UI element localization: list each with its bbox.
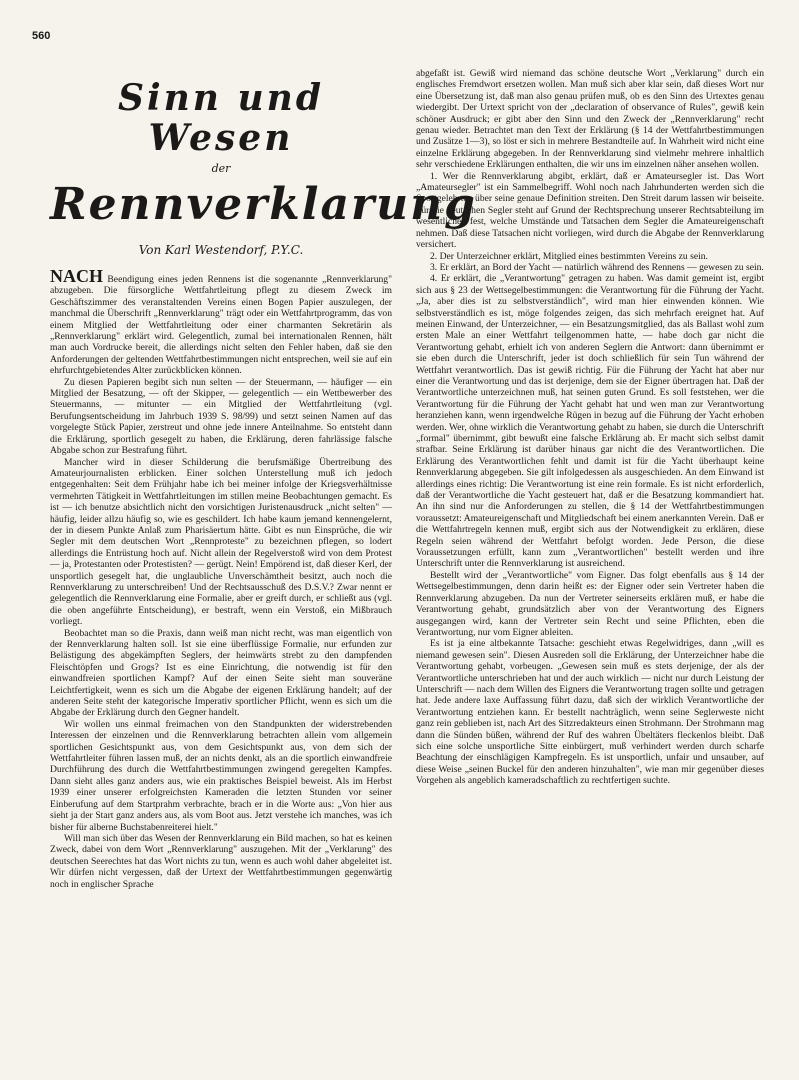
left-column xyxy=(50,77,477,890)
article-byline: Von Karl Westendorf, P.Y.C. xyxy=(138,243,304,257)
numbered-paragraph: 2. Der Unterzeichner erklärt, Mitglied eines bestimmten Vereins zu sein. xyxy=(430,250,708,262)
numbered-paragraph: 1. Wer die Rennverklarung abgibt, erklärt, daß er Amateursegler ist. Das Wort „Amateursegler" ist ein Sammelbegriff. Wohl noch nach Jahrhunderten werden sich die Sportgelehrten über seine genaue Definition streiten. Den Streit darum lassen wir beiseite. Für die deutschen Segler steht auf Grund der Rechtsprechung unserer Rechtsabteilung im wesentlichen fest, welche Umstände und Tatsachen dem Segler die Amateureigenschaft nehmen. Daß diese Tatsachen nicht vorliegen, wird durch die Abgabe der Rennverklarung versichert. xyxy=(416,170,764,251)
page-number: 560 xyxy=(32,30,51,42)
numbered-paragraph: 4. Er erklärt, die „Verantwortung" getragen zu haben. Was damit gemeint ist, ergibt sich aus § 23 der Wettsegelbestimmungen: die Verantwortung für die Führung der Yacht. „Ja, aber dies ist zu selbstverständlich", wird man hier einwenden können. Wie selbstverständlich es ist, möge folgendes zeigen, das sich mehrfach ereignet hat. Auf meinen Einwand, der Unterzeichner, — ein Besatzungsmitglied, das als Ballast wohl zum ersten Male an einer Wettfahrt teilgenommen hatte, — habe doch gar nicht die Verantwortung gehabt, erhielt ich von anderen Seglern die Antwort: dann übernimmt er sie eben durch die Unterschrift, jeder ist doch schließlich für sein Tun während der Wettfahrt verantwortlich. Das ist gewiß richtig. Für die Führung der Yacht hat aber nur einer die Verantwortung und das ist derjenige, dem sie der Eigner übertragen hat. Daß der Verantwortliche unterzeichnen muß, hat seinen guten Grund. Es soll feststehen, wer die Verantwortung für die Führung der Yacht gehabt hat und wen man zur Verantwortung heranziehen kann, wenn irgendwelche Rügen in bezug auf die Führung der Yacht erhoben werden. Wer, ohne wirklich die Verantwortung gehabt zu haben, sie durch die Unterschrift „formal" übernimmt, gibt bewußt eine falsche Erklärung ab. Er macht sich selbst damit strafbar. Seine Erklärung ist darüber hinaus gar nicht die des Verantwortlichen. Die Erklärung des Verantwortlichen fehlt und damit ist für die Yacht überhaupt keine Rennverklarung abgegeben. Sie gilt infolgedessen als ausgeschieden. An dem Einwand ist allerdings eines richtig: Die Verantwortung ist eine rein formale. Es ist nicht erforderlich, daß der Verantwortliche die Yacht gesteuert hat, daß er die Besatzung kommandiert hat. An ihn sind nur die Anforderungen zu stellen, die § 14 der Wettfahrtbestimmungen voraussetzt: Amateureigenschaft und Mitgliedschaft bei einem anerkannten Verein. Daß er die Wettfahrtregeln kennen muß, ergibt sich aus der Notwendigkeit zu erklären, diese Regeln seien während der Wettfahrt befolgt worden. Jede Person, die diese Voraussetzungen erfüllt, kann zum „Verantwortlichen" bestellt werden und ihre Unterschrift unter die Rennverklarung ist ausreichend. xyxy=(416,273,764,570)
article-title-line-1: Sinn und Wesen xyxy=(117,77,325,159)
paragraph-text: Beendigung eines jeden Rennens ist die sogenannte „Rennverklarung" abzugeben. Die fürsorgliche Wettfahrtleitung pflegt zu diesem Zweck im Geschäftszimmer des veranstaltenden Vereins einen Bogen Papier auszulegen, der manchmal die Überschrift „Rennverklarung" trägt oder ein Wettfahrtprogramm, das von einem Mitglied der Wettfahrtleitung oder einer charmanten Sekretärin als „Rennverklarung" erklärt wird. Gelegentlich, zumal bei internationalen Rennen, hält man auch Vordrucke bereit, die allerdings nicht selten den Fehler haben, daß sie den Anforderungen der geltenden Wettfahrtbestimmungen nicht entsprechen, weil sie auf ein ehrfurchtgebietendes Alter zurückblicken können. xyxy=(50,274,392,377)
paragraph: Bestellt wird der „Verantwortliche" vom Eigner. Das folgt ebenfalls aus § 14 der Wettsegelbestimmungen, denn darin heißt es: der Eigner oder sein Vertreter haben die Rennverklarung abzugeben. Da nun der Vertreter seinerseits erklären muß, er habe die Verantwortung gehabt, grundsätzlich aber von der Verantwortung des Eigners ausgegangen wird, kann der Vertreter sein Recht und seine Pflichten, eben die Verantwortung, nur vom Eigner ableiten. xyxy=(416,569,764,638)
paragraph: abgefaßt ist. Gewiß wird niemand das schöne deutsche Wort „Verklarung" durch ein englisches Fremdwort ersetzen wollen. Man muß sich aber klar sein, daß dieses Wort nur eine Übersetzung ist, daß man also genau prüfen muß, ob es den Sinn des Urtextes genau wiedergibt. Der Urtext spricht von der „declaration of observance of Rules", gewiß kein schöner Ausdruck; er gibt aber den Sinn und den Zweck der „Rennverklarung" recht genau wieder. Betrachtet man den Text der Erklärung (§ 14 der Wettfahrtbestimmungen und Zusätze 1—3), so löst er sich in mehrere Bestandteile auf. In Wahrheit wird nicht eine einzelne Erklärung abgegeben. In der Rennverklarung sind vielmehr mehrere inhaltlich sehr verschiedene Erklärungen enthalten, die wir uns im einzelnen näher ansehen wollen. xyxy=(416,68,764,171)
paragraph: Wir wollen uns einmal freimachen von den Standpunkten der widerstrebenden Interessen der einzelnen und die Rennverklarung betrachten allein vom allgemein sportlichen Gesichtspunkt aus, von dem Gesichtspunkt aus, von dem sich der Wettfahrtleiter führen lassen muß, der an nichts denkt, als an die sportlich einwandfreie Durchführung des durch die Wettfahrtbestimmungen zwingend geregelten Kampfes. Dann sieht alles ganz anders aus, wie ein praktisches Beispiel beweist. Als im Herbst 1939 einer unserer erfolgreichsten Kameraden die letzten Stunden vor seiner Einberufung auf dem Startprahm verbrachte, brach er in die Worte aus: „Von hier aus sieht ja der Start ganz anders aus, als vom Boot aus. Jetzt verstehe ich manches, was ich bisher für alberne Buchstabenreiterei hielt." xyxy=(50,718,392,833)
lead-initial: NACH xyxy=(50,266,103,286)
paragraph xyxy=(50,266,392,377)
paragraph: Will man sich über das Wesen der Rennverklarung ein Bild machen, so hat es keinen Zweck, dabei von dem Wort „Rennverklarung" auszugehen. Mit der „Verklarung" des deutschen Seerechtes hat das Wort nichts zu tun, wenn es auch wohl daher abgeleitet ist. Wir dürfen nicht vergessen, daß der Urtext der Wettfahrtbestimmungen gegenwärtig noch in englischer Sprache xyxy=(50,832,392,890)
article-title-der: der xyxy=(211,162,231,175)
paragraph: Mancher wird in dieser Schilderung die berufsmäßige Übertreibung des Amateurjournalisten erblicken. Einer solchen Unterstellung muß ich jedoch entgegenhalten: Seit dem Frühjahr habe ich bei meiner infolge der Kriegsverhältnisse vermehrten Tätigkeit in Wettfahrtleitungen im stillen meine Beobachtungen gemacht. Es ist — ich benutze absichtlich nicht den vorsichtigen Juristenausdruck „nicht selten" — häufig, leider allzu häufig so, wie es geschildert. Ich habe kaum jemand kennengelernt, der in diesem Punkte Anlaß zum Pharisäertum hätte. Gibt es nun Einsprüche, die wir Segler mit dem deutschen Wort „Rennproteste" zu bezeichnen pflegen, so lodert allerdings die Entrüstung hoch auf. Nicht allein der Regelverstoß wird von dem Protest — ja, Protestanten oder Protestisten? — gerügt. Nein! Empörend ist, daß dieser Kerl, der unsportlich gesegelt hat, die unglaubliche Unverschämtheit besitzt, auch noch die Rennverklarung zu unterschreiben! Und der Rechtsausschuß des D.S.V.? Zwar nennt er gelegentlich die Rennverklarung eine Formalie, aber er greift durch, er schließt aus (vgl. die oben angeführte Entscheidung), er bestraft, wenn ein Verstoß, ein Mißbrauch vorliegt. xyxy=(50,456,392,628)
paragraph: Beobachtet man so die Praxis, dann weiß man nicht recht, was man eigentlich von der Rennverklarung halten soll. Ist sie eine überflüssige Formalie, nur erfunden zur Belästigung des abgekämpften Seglers, der heimwärts strebt zu den dampfenden Fleischtöpfen und Grogs? Ist es eine Einrichtung, die notwendig ist für den einwandfreien sportlichen Kampf? Auf der einen Seite sieht man souveräne Leichtfertigkeit, wenn es sich um die Abgabe der eigenen Erklärung handelt; auf der anderen Seite steht der kategorische Imperativ sportlicher Pflicht, wenn es sich um die Abgabe der Erklärung durch den Gegner handelt. xyxy=(50,627,392,719)
article-title-line-2: Rennverklarung xyxy=(50,179,477,230)
numbered-paragraph: 3. Er erklärt, an Bord der Yacht — natürlich während des Rennens — gewesen zu sein. xyxy=(430,261,764,273)
right-column xyxy=(416,68,764,787)
paragraph: Zu diesen Papieren begibt sich nun selten — der Steuermann, — häufiger — ein Mitglied der Besatzung, — oft der Skipper, — gelegentlich — ein Wettbewerber des Steuermanns, — mitunter — ein Mitglied der Wettfahrtleitung (vgl. Berufungsentscheidung im Jahrbuch 1939 S. 98/99) und setzt seinen Namen auf das vorgelegte Stück Papier, zerstreut und ohne jede innere Anteilnahme. So entsteht dann die Erklärung, sportlich gesegelt zu haben, die Erklärung, deren fahrlässige falsche Abgabe schon zur Bestrafung führt. xyxy=(50,376,392,457)
paragraph: Es ist ja eine altbekannte Tatsache: geschieht etwas Regelwidriges, dann „will es niemand gewesen sein". Diesen Ausreden soll die Erklärung, der Unterzeichner habe die Verantwortung gehabt, vorbeugen. „Gewesen sein muß es stets derjenige, der als der Verantwortliche unterschrieben hat und der auch wirklich — nicht nur durch Leistung der Unterschrift — nach dem Willen des Eigners die Verantwortung tragen sollte und getragen hat. Jede andere laxe Auffassung führt dazu, daß sich der wirklich Verantwortliche der Verantwortung entziehen kann. Er bestellt nachträglich, wenn seine Seglerweste nicht ganz rein geblieben ist, nach Art des Sitzredakteurs einen Strohmann. Der Strohmann mag dann die Sünden büßen, während der Ruf des wahren Übeltäters fleckenlos bleibt. Daß sich eine solche unsportliche Sitte einbürgert, muß verhindert werden durch scharfe Beachtung der einschlägigen Kampfregeln. Es ist unsportlich, unfair und unsauber, auf diese Weise „seinen Buckel für den anderen hinzuhalten", wie man mir gegenüber dieses Vorgehen als angeblich kameradschaftlich zu rechtfertigen suchte. xyxy=(416,638,764,787)
article-title-block xyxy=(50,77,477,257)
